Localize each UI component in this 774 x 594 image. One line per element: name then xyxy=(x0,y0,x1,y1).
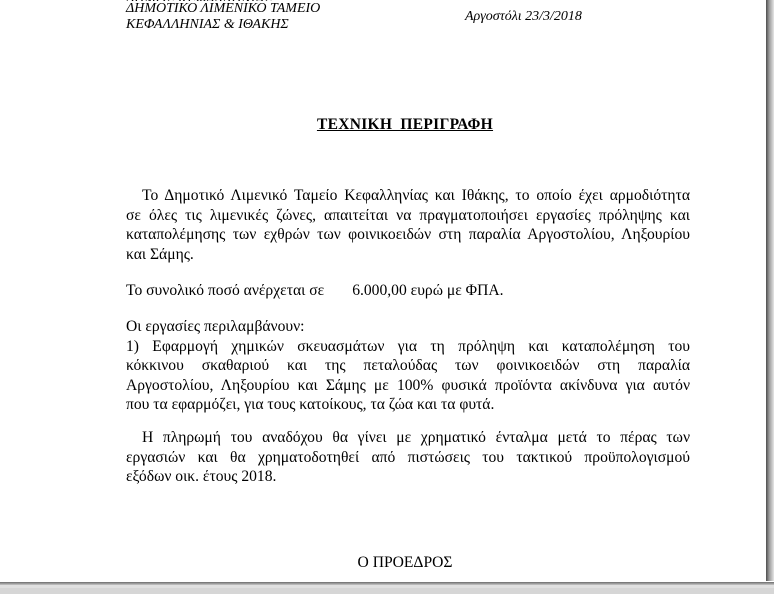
paragraph-intro xyxy=(126,186,690,264)
payment-line: εξόδων οικ. έτους 2018. xyxy=(126,468,277,485)
payment-line: εργασιών και θα χρηματοδοτηθεί από πιστώσεις του τακτικού προϋπολογισμού xyxy=(126,448,690,466)
page-shadow-right xyxy=(766,0,774,594)
signature-title: Ο ΠΡΟΕΔΡΟΣ xyxy=(357,554,453,571)
viewer-background xyxy=(0,588,774,594)
paragraph-amount xyxy=(126,281,690,301)
works-intro: Οι εργασίες περιλαμβάνουν: xyxy=(126,318,305,335)
works-line: κόκκινου σκαθαριού και της πεταλούδας των φοινικοειδών στη παραλία xyxy=(126,357,690,374)
document-title: ΤΕΧΝΙΚΗ ΠΕΡΙΓΡΑΦΗ xyxy=(316,116,494,133)
works-line: που τα εφαρμόζει, για τους κατοίκους, τα ζώα και τα φυτά. xyxy=(126,396,495,413)
payment-line: Η πληρωμή του αναδόχου θα γίνει με χρηματικό ένταλμα μετά το πέρας των xyxy=(142,429,690,446)
document-date: Αργοστόλι 23/3/2018 xyxy=(465,9,582,24)
paragraph-works xyxy=(126,317,690,415)
paragraph-line: καταπολέμησης των εχθρών των φοινικοειδών στη παραλία Αργοστολίου, Ληξουρίου xyxy=(126,226,690,243)
amount-label: Το συνολικό ποσό ανέρχεται σε xyxy=(126,282,325,299)
paragraph-line: Το Δημοτικό Λιμενικό Ταμείο Κεφαλληνίας και Ιθάκης, το οποίο έχει αρμοδιότητα xyxy=(142,187,690,204)
page-bottom-edge xyxy=(0,581,774,594)
works-line: Αργοστολίου, Ληξουρίου και Σάμης με 100% φυσικά προϊόντα ακίνδυνα για αυτόν xyxy=(126,376,690,394)
issuer-line-port-fund: ΔΗΜΟΤΙΚΟ ΛΙΜΕΝΙΚΟ ΤΑΜΕΙΟ xyxy=(126,1,321,16)
issuer-block xyxy=(126,0,320,32)
paragraph-line: σε όλες τις λιμενικές ζώνες, απαιτείται να πραγματοποιήσει εργασίες πρόληψης και xyxy=(126,206,690,224)
amount-value: 6.000,00 ευρώ με ΦΠΑ. xyxy=(352,282,504,299)
works-line: 1) Εφαρμογή χημικών σκευασμάτων για τη πρόληψη και καταπολέμηση του xyxy=(126,337,690,355)
paragraph-payment xyxy=(126,428,690,487)
paragraph-line: και Σάμης. xyxy=(126,245,194,263)
issuer-line-region: ΚΕΦΑΛΛΗΝΙΑΣ & ΙΘΑΚΗΣ xyxy=(126,16,289,32)
